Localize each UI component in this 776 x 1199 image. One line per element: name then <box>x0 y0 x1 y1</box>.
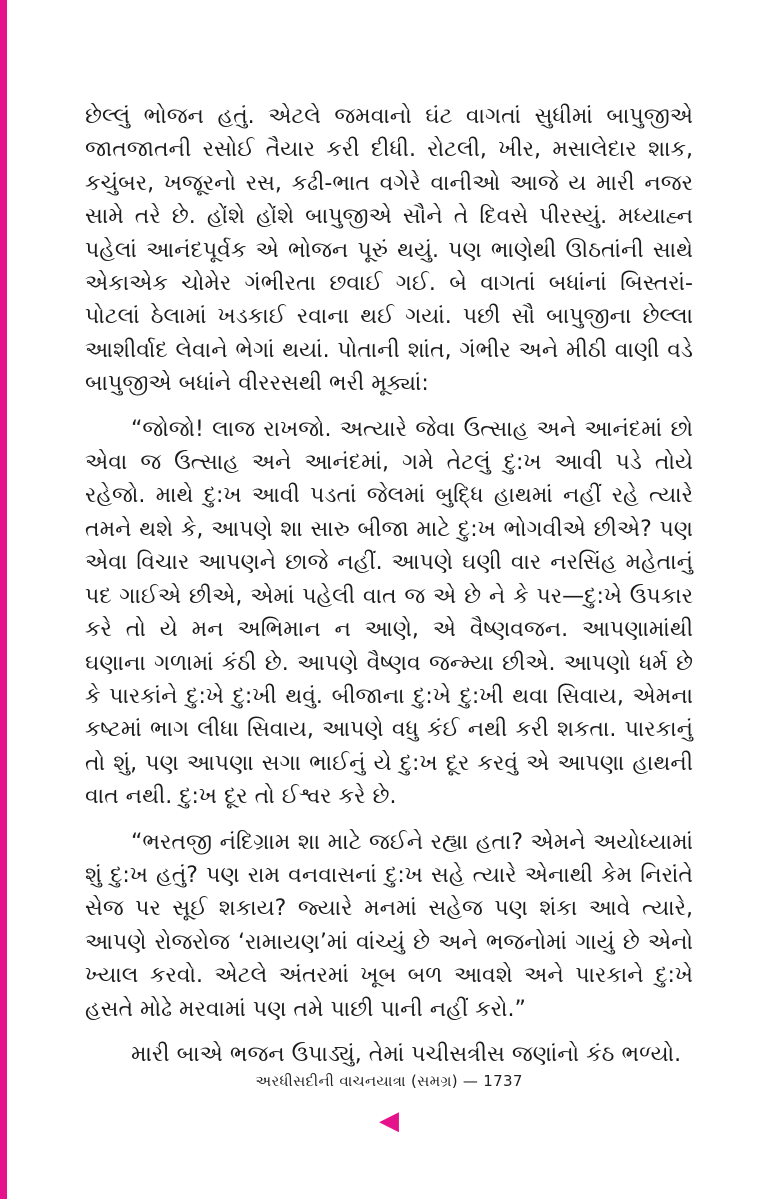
paragraph-3: “ભરતજી નંદિગ્રામ શા માટે જઈને રહ્યા હતા? એમને અયોધ્યામાં શું દુ:ખ હતું? પણ રામ વનવાસનાં દુ:ખ સહે ત્યારે એનાથી કેમ નિરાંતે સેજ પર સૂઈ શકાય? જ્યારે મનમાં સહેજ પણ શંકા આવે ત્યારે, આપણે રોજરોજ ‘રામાયણ’માં વાંચ્યું છે અને ભજનોમાં ગાયું છે એનો ખ્યાલ કરવો. એટલે અંતરમાં ખૂબ બળ આવશે અને પારકાને દુ:ખે હસતે મોઢે મરવામાં પણ તમે પાછી પાની નહીં કરો.” <box>85 829 693 1022</box>
page-text-block <box>85 100 693 1071</box>
footer-book-title-and-page: અરધીસદીની વાચનયાત્રા (સમગ્ર) — 1737 <box>255 1072 523 1090</box>
nav-arrow-row <box>85 1108 693 1134</box>
paragraph-2: “જોજો! લાજ રાખજો. અત્યારે જેવા ઉત્સાહ અને આનંદમાં છો એવા જ ઉત્સાહ અને આનંદમાં, ગમે તેટલું દુ:ખ આવી પડે તોયે રહેજો. માથે દુ:ખ આવી પડતાં જેલમાં બુદ્ધિ હાથમાં નહીં રહે ત્યારે તમને થશે કે, આપણે શા સારુ બીજા માટે દુ:ખ ભોગવીએ છીએ? પણ એવા વિચાર આપણને છાજે નહીં. આપણે ઘણી વાર નરસિંહ મહેતાનું પદ ગાઈએ છીએ, એમાં પહેલી વાત જ એ છે ને કે પર—દુ:ખે ઉપકાર કરે તો યે મન અભિમાન ન આણે, એ વૈષ્ણવજન. આપણામાંથી ઘણાના ગળામાં કંઠી છે. આપણે વૈષ્ણવ જન્મ્યા છીએ. આપણો ધર્મ છે કે પારકાંને દુ:ખે દુ:ખી થવું. બીજાના દુ:ખે દુ:ખી થવા સિવાય, એમના કષ્ટમાં ભાગ લીધા સિવાય, આપણે વધુ કંઈ નથી કરી શકતા. પારકાનું તો શું, પણ આપણા સગા ભાઈનું યે દુ:ખ દૂર કરવું એ આપણા હાથની વાત નથી. દુ:ખ દૂર તો ઈશ્વર કરે છે. <box>85 416 693 810</box>
back-arrow-icon[interactable]: ◀ <box>379 1106 399 1136</box>
paragraph-4: મારી બાએ ભજન ઉપાડ્યું, તેમાં પચીસત્રીસ જણાંનો કંઠ ભળ્યો. <box>131 1041 682 1067</box>
page-footer <box>85 1072 693 1090</box>
left-accent-bar <box>0 0 7 1199</box>
paragraph-1: છેલ્લું ભોજન હતું. એટલે જમવાનો ઘંટ વાગતાં સુધીમાં બાપુજીએ જાતજાતની રસોઈ તૈયાર કરી દીધી. રોટલી, ખીર, મસાલેદાર શાક, કચુંબર, ખજૂરનો રસ, કઢી-ભાત વગેરે વાનીઓ આજે ય મારી નજર સામે તરે છે. હોંશે હોંશે બાપુજીએ સૌને તે દિવસે પીરસ્યું. મધ્યાહ્ન પહેલાં આનંદપૂર્વક એ ભોજન પૂરું થયું. પણ ભાણેથી ઊઠતાંની સાથે એકાએક ચોમેર ગંભીરતા છવાઈ ગઈ. બે વાગતાં બધાંનાં બિસ્તરાં-પોટલાં ઠેલામાં ખડકાઈ રવાના થઈ ગયાં. પછી સૌ બાપુજીના છેલ્લા આશીર્વાદ લેવાને ભેગાં થયાં. પોતાની શાંત, ગંભીર અને મીઠી વાણી વડે બાપુજીએ બધાંને વીરરસથી ભરી મૂક્યાં: <box>85 104 693 397</box>
